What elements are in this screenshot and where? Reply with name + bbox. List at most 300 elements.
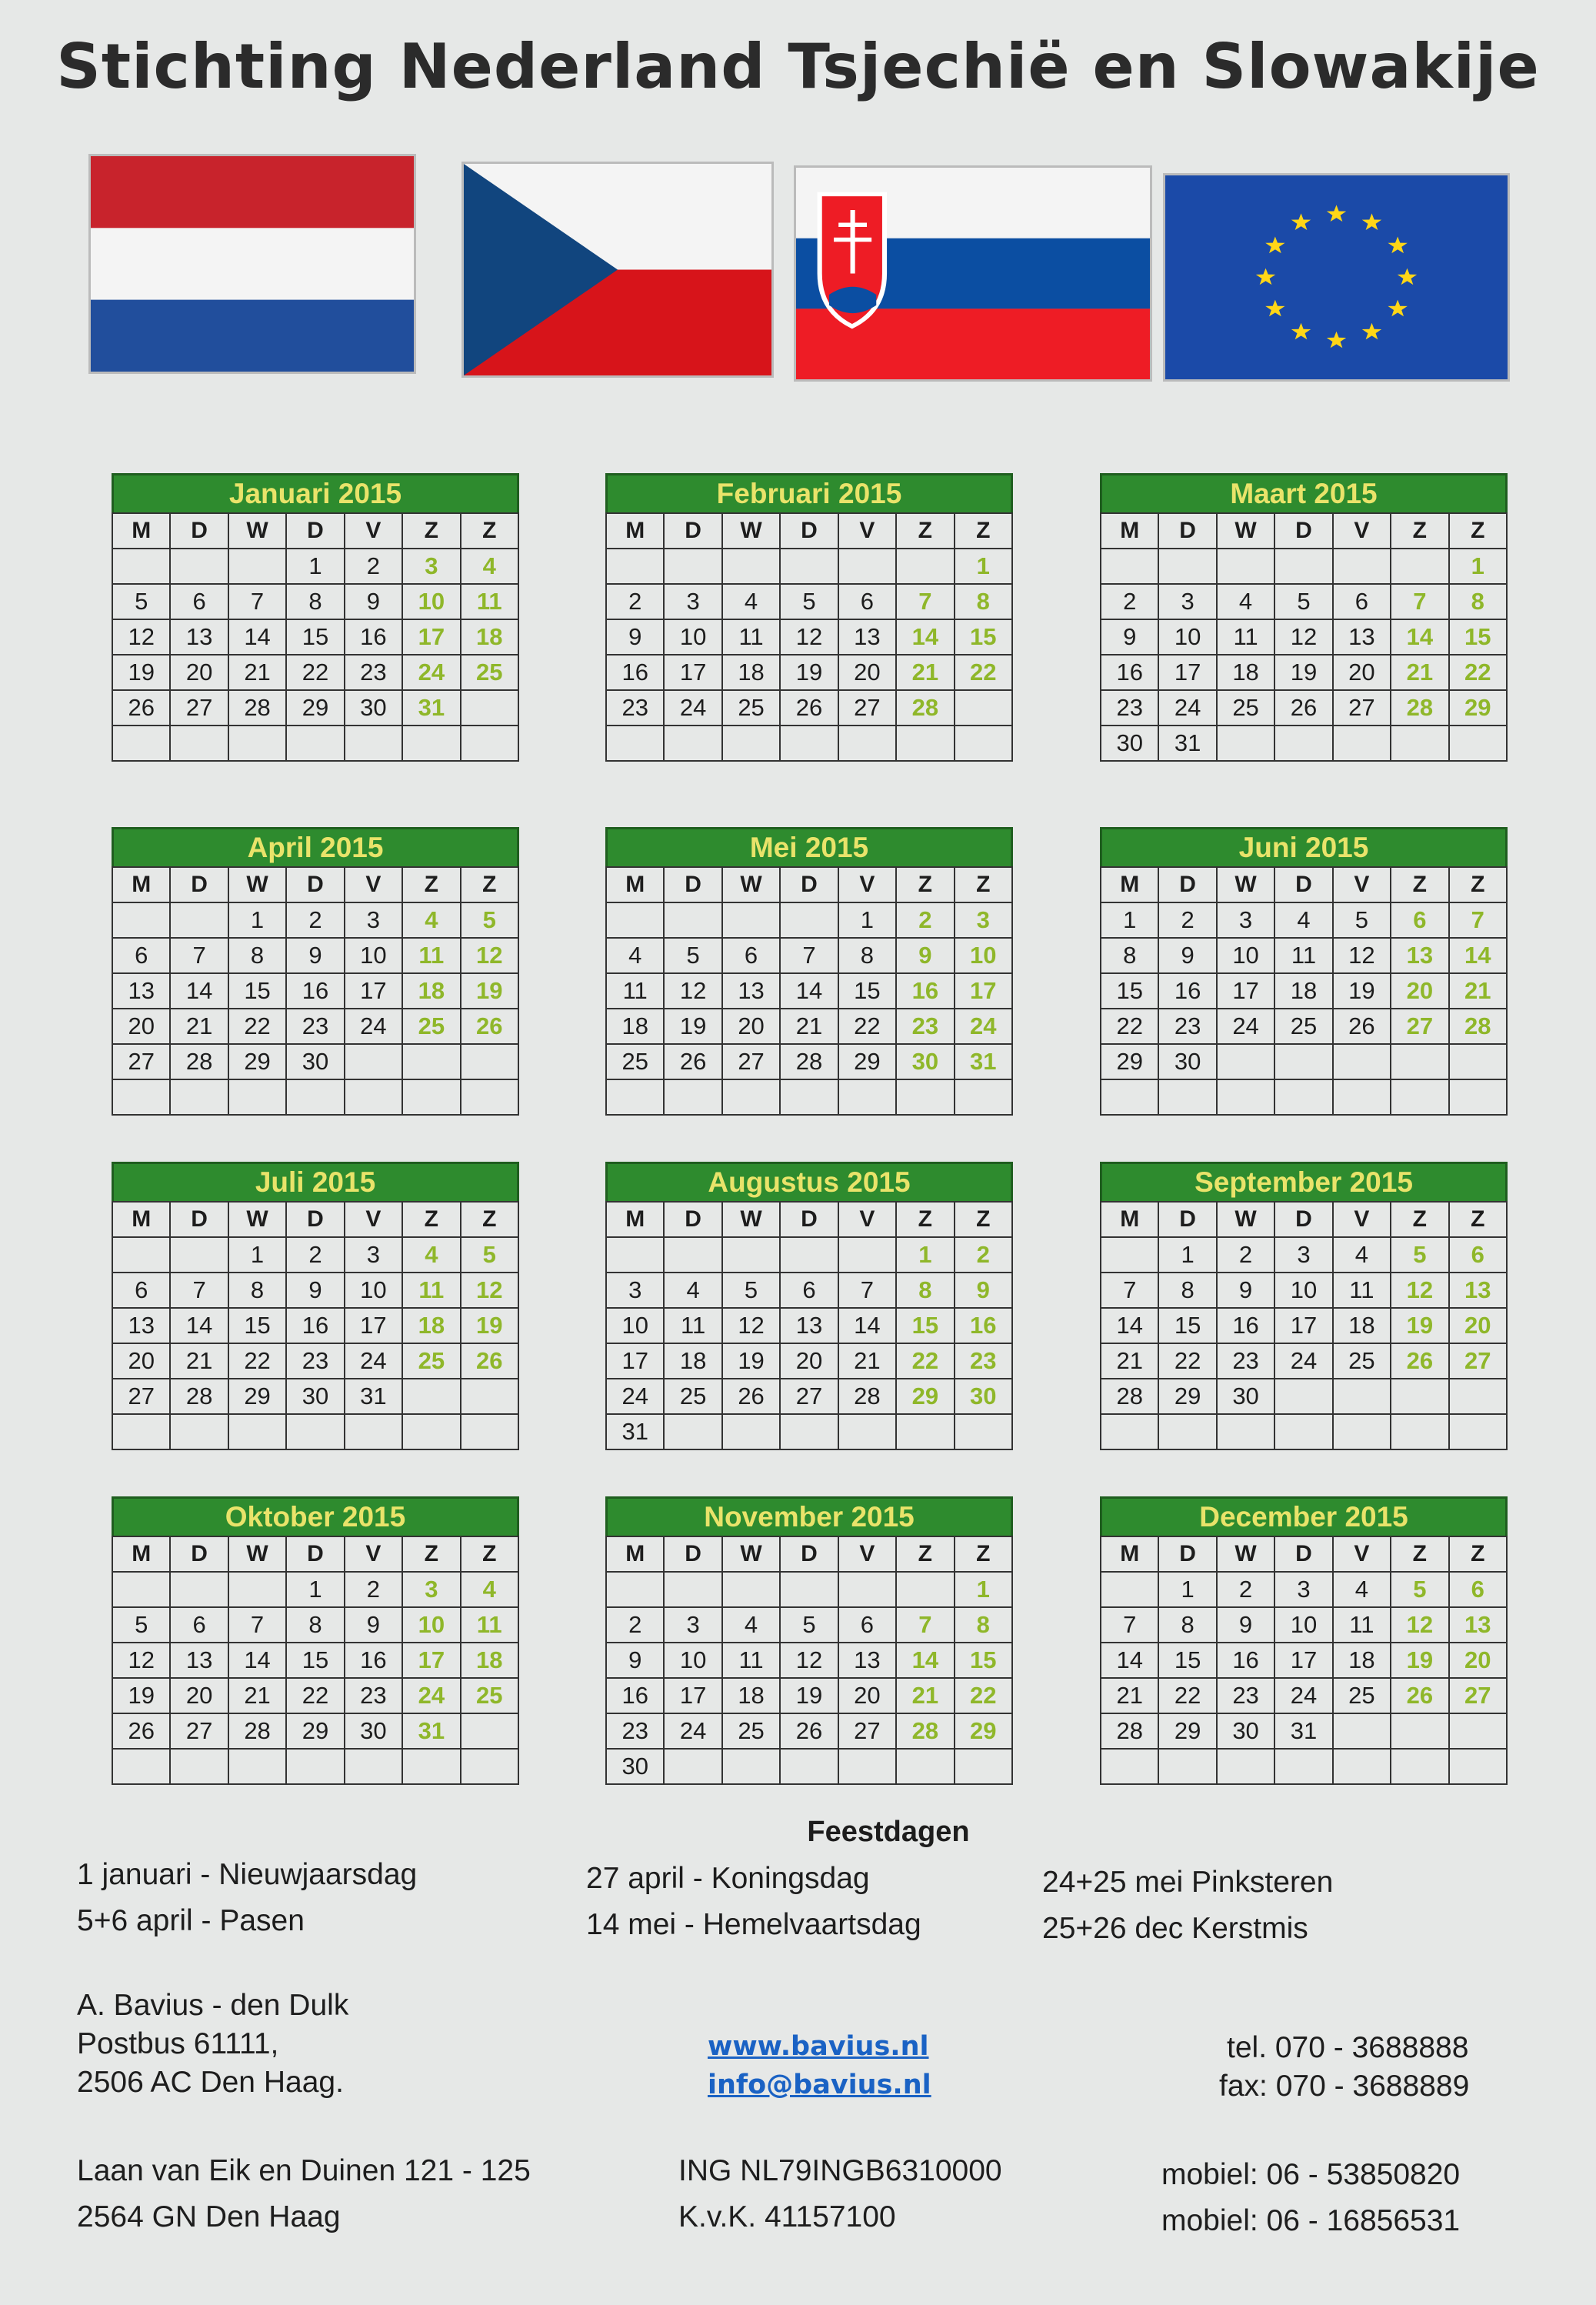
day-cell: 28 [838, 1379, 896, 1414]
day-cell: 12 [1274, 619, 1332, 655]
day-cell: 7 [896, 584, 954, 619]
weekday-header: W [1217, 1536, 1274, 1572]
day-cell: 19 [780, 655, 838, 690]
day-cell: 12 [722, 1308, 780, 1343]
weekday-header: D [664, 513, 721, 549]
weekday-header: D [780, 867, 838, 902]
day-cell: 21 [1391, 655, 1448, 690]
day-cell: 26 [780, 1713, 838, 1749]
day-cell: 5 [780, 1607, 838, 1643]
day-cell: 11 [1333, 1607, 1391, 1643]
day-cell: 28 [1449, 1009, 1507, 1044]
day-cell [228, 1414, 286, 1449]
netherlands-flag [88, 154, 416, 374]
day-cell [1333, 1079, 1391, 1115]
day-cell: 11 [461, 584, 518, 619]
day-cell: 20 [780, 1343, 838, 1379]
day-cell: 26 [1333, 1009, 1391, 1044]
day-cell: 23 [1101, 690, 1158, 726]
day-cell [1274, 1044, 1332, 1079]
day-cell: 22 [896, 1343, 954, 1379]
day-cell [170, 726, 228, 761]
day-cell: 4 [402, 1237, 460, 1273]
contact-fax: fax: 070 - 3688889 [1219, 2070, 1470, 2103]
day-cell [1274, 1079, 1332, 1115]
day-cell: 30 [955, 1379, 1012, 1414]
day-cell: 15 [286, 619, 344, 655]
day-cell: 12 [461, 1273, 518, 1308]
day-cell [1449, 1044, 1507, 1079]
day-cell [345, 1414, 402, 1449]
day-cell: 22 [955, 1678, 1012, 1713]
weekday-header: Z [1449, 513, 1507, 549]
weekday-header: W [1217, 513, 1274, 549]
day-cell: 13 [170, 1643, 228, 1678]
day-cell: 29 [228, 1379, 286, 1414]
weekday-header: Z [461, 1536, 518, 1572]
day-cell: 27 [838, 690, 896, 726]
day-cell: 15 [955, 619, 1012, 655]
day-cell [838, 549, 896, 584]
day-cell [402, 1414, 460, 1449]
day-cell [461, 1749, 518, 1784]
day-cell [1158, 1414, 1216, 1449]
day-cell: 12 [461, 938, 518, 973]
day-cell: 10 [606, 1308, 664, 1343]
weekday-header: D [1274, 513, 1332, 549]
day-cell: 4 [722, 584, 780, 619]
day-cell: 24 [402, 1678, 460, 1713]
day-cell: 17 [955, 973, 1012, 1009]
day-cell: 7 [170, 1273, 228, 1308]
day-cell: 14 [1449, 938, 1507, 973]
day-cell [286, 1749, 344, 1784]
day-cell: 4 [606, 938, 664, 973]
day-cell: 11 [664, 1308, 721, 1343]
weekday-header: Z [461, 513, 518, 549]
day-cell [664, 902, 721, 938]
day-cell: 23 [286, 1009, 344, 1044]
day-cell: 12 [780, 1643, 838, 1678]
day-cell [345, 1079, 402, 1115]
weekday-header: V [838, 867, 896, 902]
day-cell [461, 726, 518, 761]
day-cell: 10 [1217, 938, 1274, 973]
weekday-header: D [170, 1202, 228, 1237]
day-cell: 4 [461, 1572, 518, 1607]
weekday-header: Z [402, 513, 460, 549]
day-cell [1391, 1749, 1448, 1784]
day-cell: 5 [664, 938, 721, 973]
day-cell: 2 [606, 584, 664, 619]
day-cell: 31 [1158, 726, 1216, 761]
day-cell: 22 [1158, 1678, 1216, 1713]
day-cell: 17 [402, 1643, 460, 1678]
day-cell: 6 [1449, 1237, 1507, 1273]
day-cell [1333, 1414, 1391, 1449]
weekday-header: D [286, 1536, 344, 1572]
day-cell: 9 [1158, 938, 1216, 973]
day-cell: 21 [170, 1009, 228, 1044]
day-cell: 5 [1333, 902, 1391, 938]
day-cell [1333, 1713, 1391, 1749]
day-cell: 13 [838, 1643, 896, 1678]
day-cell: 2 [286, 902, 344, 938]
weekday-header: Z [461, 867, 518, 902]
day-cell [606, 1572, 664, 1607]
weekday-header: D [170, 867, 228, 902]
day-cell: 27 [1391, 1009, 1448, 1044]
month-title: Juni 2015 [1100, 827, 1508, 866]
day-cell [112, 1749, 170, 1784]
month-title: Oktober 2015 [112, 1496, 519, 1536]
day-cell: 29 [955, 1713, 1012, 1749]
weekday-header: V [1333, 513, 1391, 549]
day-cell: 20 [112, 1343, 170, 1379]
contact-kvk: K.v.K. 41157100 [678, 2200, 896, 2233]
weekday-header: Z [1391, 867, 1448, 902]
day-cell [1333, 549, 1391, 584]
day-cell [780, 1414, 838, 1449]
day-cell: 25 [402, 1343, 460, 1379]
day-cell [606, 902, 664, 938]
day-cell: 2 [896, 902, 954, 938]
day-cell: 10 [955, 938, 1012, 973]
day-cell [1274, 549, 1332, 584]
day-cell: 24 [1274, 1343, 1332, 1379]
day-cell: 8 [1158, 1273, 1216, 1308]
day-cell: 18 [606, 1009, 664, 1044]
day-cell: 21 [228, 1678, 286, 1713]
day-cell: 3 [402, 1572, 460, 1607]
day-cell: 24 [1217, 1009, 1274, 1044]
weekday-header: V [838, 513, 896, 549]
weekday-header: M [1101, 867, 1158, 902]
day-cell: 4 [1333, 1237, 1391, 1273]
day-cell: 18 [722, 1678, 780, 1713]
czech-flag [461, 162, 774, 378]
day-cell [722, 549, 780, 584]
day-cell: 18 [722, 655, 780, 690]
day-cell: 18 [664, 1343, 721, 1379]
day-cell [1449, 1079, 1507, 1115]
day-cell: 1 [1449, 549, 1507, 584]
contact-postcode: 2506 AC Den Haag. [77, 2066, 344, 2099]
day-cell: 4 [461, 549, 518, 584]
month-calendar [605, 827, 1013, 1116]
day-cell: 10 [664, 1643, 721, 1678]
month-calendar [112, 1162, 519, 1450]
day-cell: 23 [896, 1009, 954, 1044]
day-cell: 18 [461, 1643, 518, 1678]
weekday-header: D [780, 513, 838, 549]
day-cell [402, 1044, 460, 1079]
day-cell: 4 [722, 1607, 780, 1643]
day-cell: 7 [170, 938, 228, 973]
weekday-header: Z [955, 513, 1012, 549]
day-cell: 15 [1101, 973, 1158, 1009]
day-cell: 5 [1274, 584, 1332, 619]
day-cell [664, 1572, 721, 1607]
day-cell: 13 [1449, 1273, 1507, 1308]
day-cell: 31 [606, 1414, 664, 1449]
weekday-header: D [1158, 1536, 1216, 1572]
slovakia-flag [794, 165, 1152, 382]
weekday-header: Z [896, 1202, 954, 1237]
day-cell [228, 1572, 286, 1607]
day-cell: 26 [780, 690, 838, 726]
day-cell [1158, 549, 1216, 584]
weekday-header: D [1158, 513, 1216, 549]
day-cell: 22 [955, 655, 1012, 690]
day-cell: 23 [345, 1678, 402, 1713]
day-cell [1449, 1749, 1507, 1784]
day-cell: 7 [228, 1607, 286, 1643]
day-cell [896, 1572, 954, 1607]
day-cell: 30 [286, 1379, 344, 1414]
day-cell: 27 [1449, 1343, 1507, 1379]
day-cell [286, 1414, 344, 1449]
day-cell: 15 [955, 1643, 1012, 1678]
day-cell: 16 [606, 655, 664, 690]
day-cell: 12 [1333, 938, 1391, 973]
day-cell [170, 1079, 228, 1115]
weekday-header: Z [402, 1202, 460, 1237]
day-cell [228, 726, 286, 761]
day-cell: 24 [345, 1343, 402, 1379]
day-cell [402, 1079, 460, 1115]
weekday-header: W [228, 1202, 286, 1237]
holiday-item: 14 mei - Hemelvaartsdag [586, 1908, 921, 1941]
day-cell: 7 [780, 938, 838, 973]
day-cell [896, 1749, 954, 1784]
day-cell: 16 [286, 973, 344, 1009]
day-cell: 20 [1333, 655, 1391, 690]
day-cell [780, 1749, 838, 1784]
day-cell: 8 [955, 1607, 1012, 1643]
day-cell: 9 [286, 1273, 344, 1308]
day-cell: 28 [170, 1044, 228, 1079]
website-link[interactable]: www.bavius.nl [708, 2031, 929, 2062]
day-cell: 27 [112, 1044, 170, 1079]
page-title: Stichting Nederland Tsjechië en Slowakije [56, 31, 1540, 102]
day-cell: 24 [402, 655, 460, 690]
day-cell: 20 [1449, 1308, 1507, 1343]
weekday-header: D [170, 1536, 228, 1572]
day-cell: 19 [780, 1678, 838, 1713]
day-cell: 14 [1101, 1308, 1158, 1343]
day-cell: 3 [1274, 1237, 1332, 1273]
weekday-header: D [664, 1536, 721, 1572]
month-title: Juli 2015 [112, 1162, 519, 1201]
contact-street: Laan van Eik en Duinen 121 - 125 [77, 2154, 531, 2187]
day-cell [664, 1749, 721, 1784]
day-cell: 21 [1101, 1343, 1158, 1379]
day-cell: 19 [112, 1678, 170, 1713]
day-cell: 25 [1217, 690, 1274, 726]
weekday-header: M [112, 1202, 170, 1237]
day-cell: 9 [1101, 619, 1158, 655]
day-cell: 28 [228, 690, 286, 726]
day-cell: 21 [838, 1343, 896, 1379]
day-cell: 29 [286, 1713, 344, 1749]
day-cell: 13 [838, 619, 896, 655]
day-cell: 16 [955, 1308, 1012, 1343]
day-cell: 16 [1217, 1643, 1274, 1678]
day-cell: 13 [170, 619, 228, 655]
day-cell [838, 1572, 896, 1607]
day-cell: 13 [1333, 619, 1391, 655]
day-cell: 25 [402, 1009, 460, 1044]
weekday-header: V [1333, 1202, 1391, 1237]
day-cell [170, 1237, 228, 1273]
day-cell: 19 [722, 1343, 780, 1379]
day-cell: 19 [112, 655, 170, 690]
weekday-header: W [722, 1202, 780, 1237]
month-title: November 2015 [605, 1496, 1013, 1536]
day-cell: 22 [1158, 1343, 1216, 1379]
day-cell: 19 [461, 973, 518, 1009]
day-cell: 5 [112, 584, 170, 619]
day-cell: 8 [228, 1273, 286, 1308]
day-cell: 1 [1158, 1237, 1216, 1273]
day-cell: 2 [1217, 1237, 1274, 1273]
weekday-header: Z [955, 867, 1012, 902]
day-cell: 14 [1101, 1643, 1158, 1678]
day-cell: 11 [722, 1643, 780, 1678]
day-cell: 7 [896, 1607, 954, 1643]
day-cell: 21 [228, 655, 286, 690]
day-cell: 22 [228, 1009, 286, 1044]
month-title: September 2015 [1100, 1162, 1508, 1201]
day-cell: 29 [1158, 1379, 1216, 1414]
weekday-header: V [345, 1202, 402, 1237]
day-cell: 9 [896, 938, 954, 973]
weekday-header: Z [402, 867, 460, 902]
day-cell [838, 1414, 896, 1449]
day-cell: 10 [1158, 619, 1216, 655]
weekday-header: Z [1449, 1536, 1507, 1572]
day-cell: 3 [1217, 902, 1274, 938]
day-cell: 25 [461, 1678, 518, 1713]
day-cell: 31 [402, 1713, 460, 1749]
day-cell [896, 1079, 954, 1115]
day-cell: 30 [606, 1749, 664, 1784]
day-cell: 13 [722, 973, 780, 1009]
day-cell [606, 1237, 664, 1273]
day-cell: 17 [1158, 655, 1216, 690]
contact-bank: ING NL79INGB6310000 [678, 2154, 1002, 2187]
day-cell: 9 [1217, 1273, 1274, 1308]
day-cell: 9 [606, 619, 664, 655]
day-cell: 1 [228, 902, 286, 938]
day-cell: 28 [1101, 1379, 1158, 1414]
weekday-header: D [286, 1202, 344, 1237]
day-cell [1391, 549, 1448, 584]
day-cell [286, 1079, 344, 1115]
day-cell [228, 1749, 286, 1784]
day-cell: 26 [1391, 1343, 1448, 1379]
holiday-item: 24+25 mei Pinksteren [1042, 1866, 1334, 1899]
day-cell: 27 [112, 1379, 170, 1414]
day-cell: 23 [955, 1343, 1012, 1379]
day-cell: 27 [722, 1044, 780, 1079]
day-cell [1101, 1079, 1158, 1115]
month-title: Augustus 2015 [605, 1162, 1013, 1201]
day-cell: 11 [402, 1273, 460, 1308]
day-cell: 12 [664, 973, 721, 1009]
day-cell: 26 [461, 1009, 518, 1044]
day-cell: 25 [722, 690, 780, 726]
day-cell [1158, 1079, 1216, 1115]
contact-postbus: Postbus 61111, [77, 2027, 279, 2060]
day-cell: 13 [112, 973, 170, 1009]
day-cell: 22 [286, 1678, 344, 1713]
day-cell: 2 [286, 1237, 344, 1273]
month-calendar [1100, 1162, 1508, 1450]
day-cell: 22 [1449, 655, 1507, 690]
day-cell: 3 [664, 1607, 721, 1643]
day-cell [838, 1749, 896, 1784]
day-cell [1217, 1414, 1274, 1449]
day-cell: 28 [1391, 690, 1448, 726]
weekday-header: Z [1391, 1202, 1448, 1237]
day-cell [955, 726, 1012, 761]
day-cell: 6 [838, 1607, 896, 1643]
day-cell: 28 [896, 1713, 954, 1749]
day-cell: 14 [170, 1308, 228, 1343]
day-cell: 1 [1101, 902, 1158, 938]
day-cell [1101, 1414, 1158, 1449]
day-cell [1274, 726, 1332, 761]
day-cell: 20 [112, 1009, 170, 1044]
day-cell [1449, 1713, 1507, 1749]
day-cell [1217, 726, 1274, 761]
day-cell [1449, 726, 1507, 761]
day-cell: 6 [780, 1273, 838, 1308]
weekday-header: Z [461, 1202, 518, 1237]
email-link[interactable]: info@bavius.nl [708, 2070, 931, 2100]
day-cell [112, 1414, 170, 1449]
day-cell [780, 1237, 838, 1273]
day-cell: 24 [606, 1379, 664, 1414]
day-cell: 6 [1333, 584, 1391, 619]
weekday-header: W [722, 867, 780, 902]
day-cell [1333, 1379, 1391, 1414]
month-title: Februari 2015 [605, 473, 1013, 512]
month-calendar [112, 1496, 519, 1785]
day-cell: 11 [1217, 619, 1274, 655]
day-cell [1391, 1079, 1448, 1115]
day-cell [722, 1237, 780, 1273]
day-cell: 9 [1217, 1607, 1274, 1643]
day-cell [170, 1749, 228, 1784]
weekday-header: Z [955, 1536, 1012, 1572]
day-cell [722, 1749, 780, 1784]
weekday-header: M [606, 867, 664, 902]
day-cell: 31 [1274, 1713, 1332, 1749]
day-cell: 17 [1217, 973, 1274, 1009]
day-cell: 30 [286, 1044, 344, 1079]
day-cell: 25 [606, 1044, 664, 1079]
day-cell: 29 [1158, 1713, 1216, 1749]
day-cell: 18 [1333, 1308, 1391, 1343]
day-cell: 13 [780, 1308, 838, 1343]
day-cell: 8 [228, 938, 286, 973]
day-cell: 23 [286, 1343, 344, 1379]
day-cell [1217, 549, 1274, 584]
day-cell: 7 [838, 1273, 896, 1308]
